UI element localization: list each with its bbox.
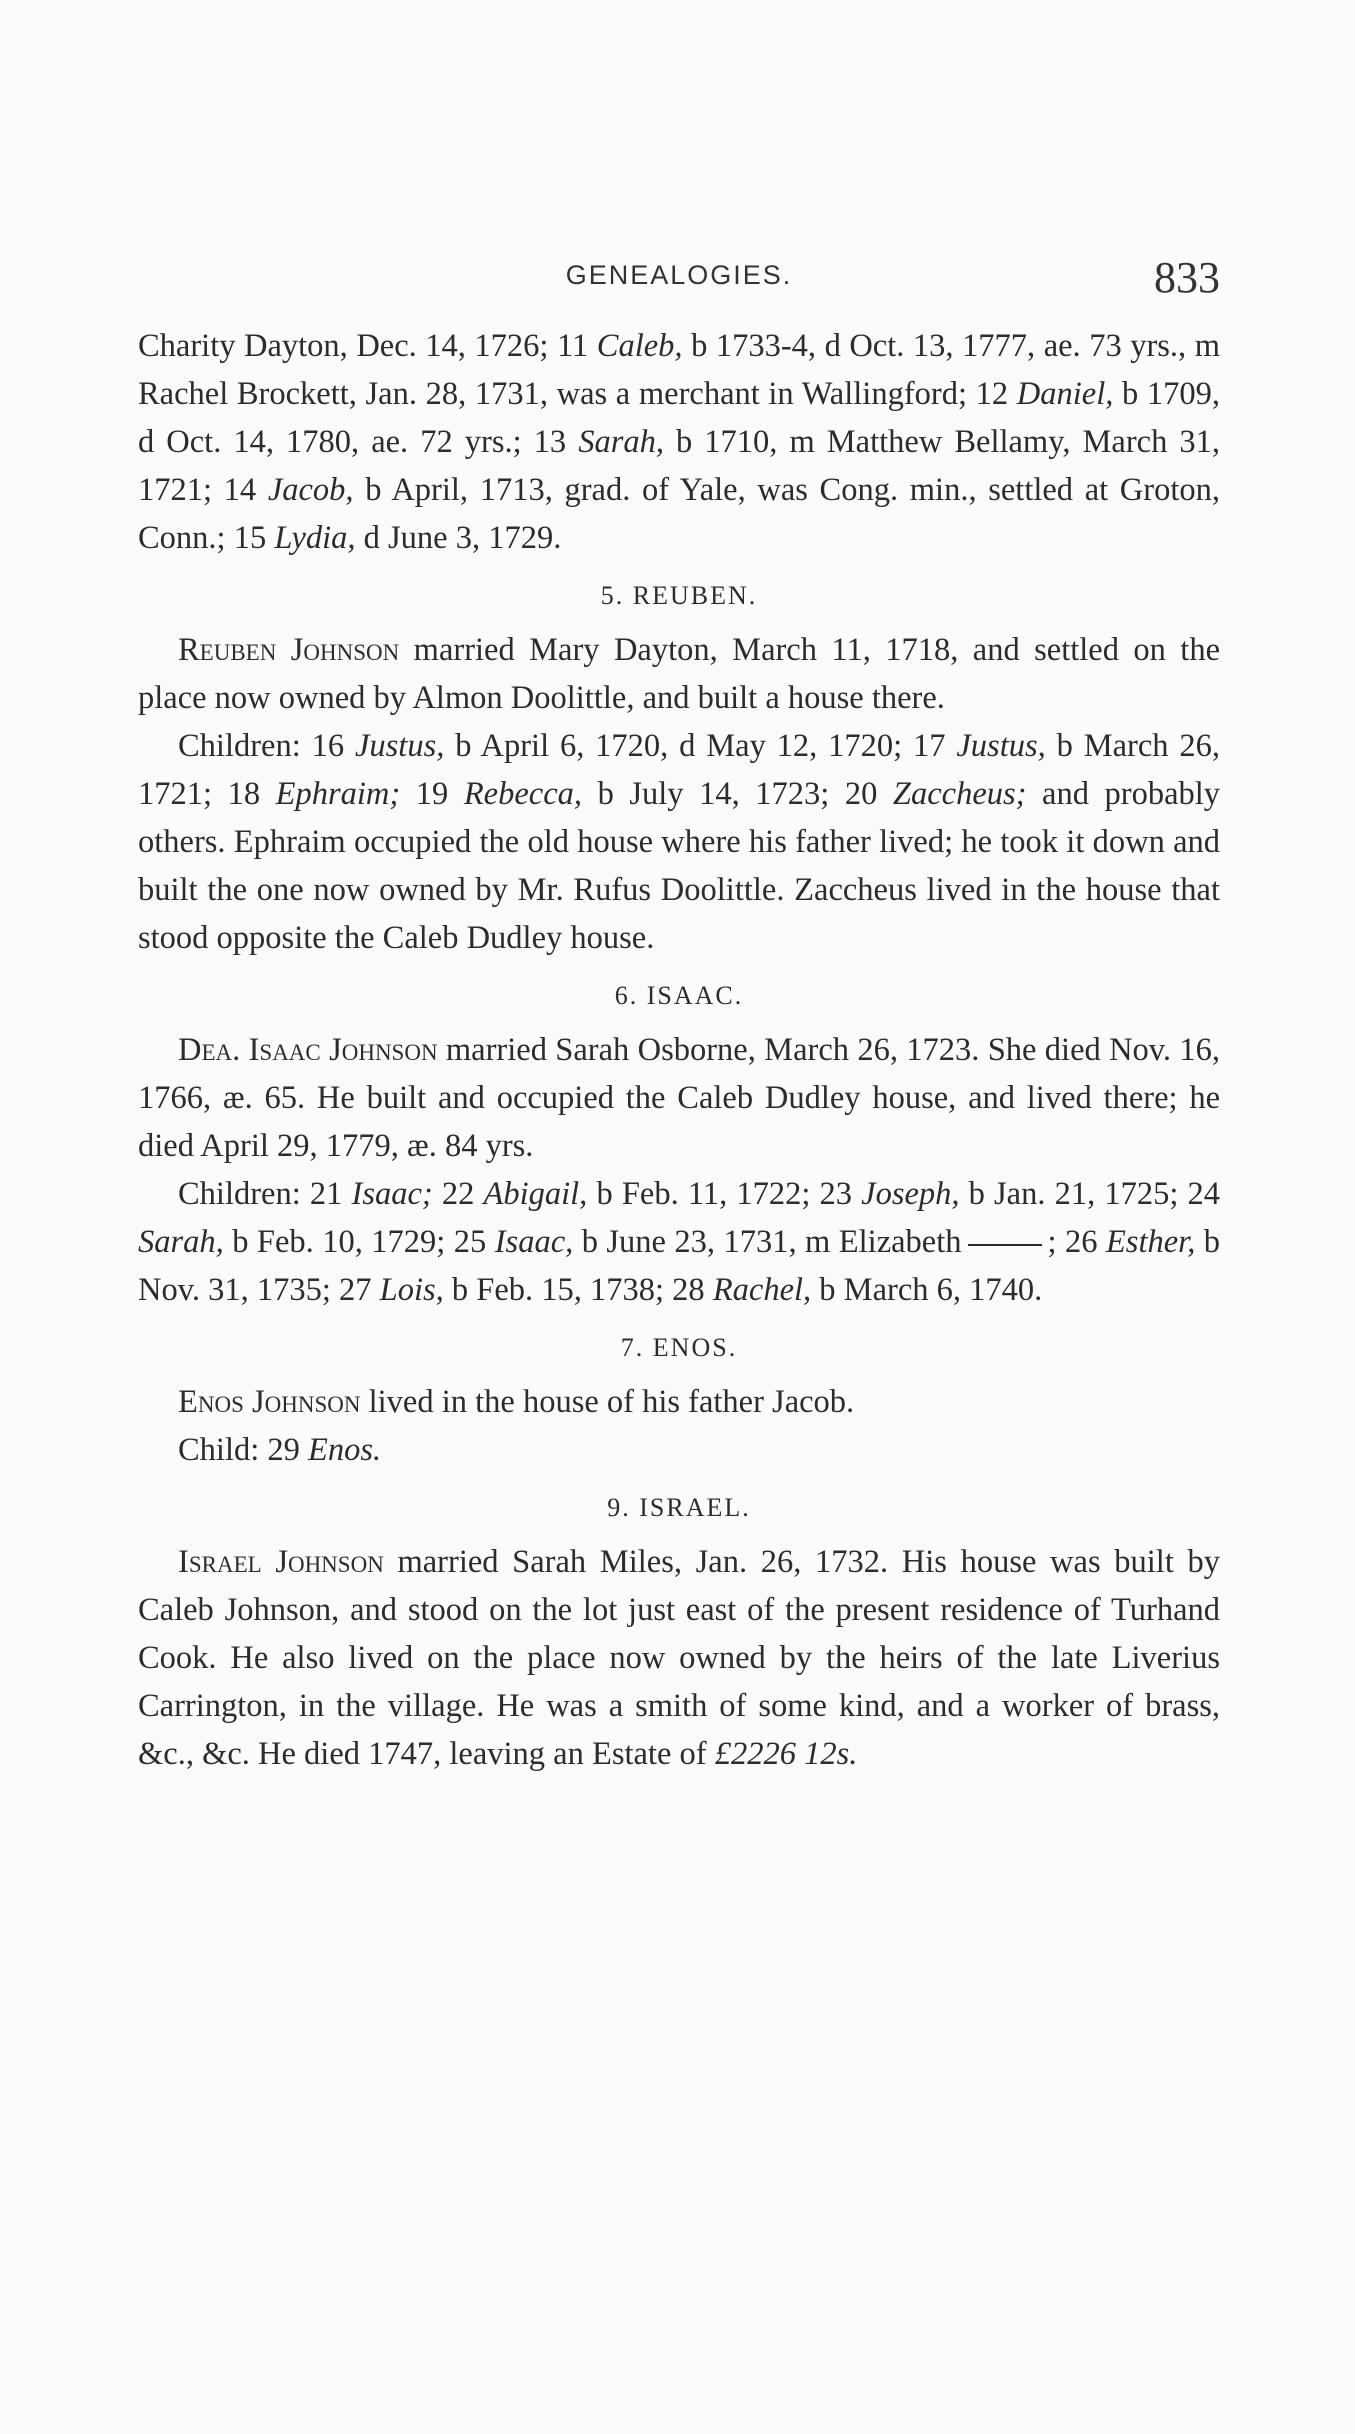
text-run: b Jan. 21, 1725; 24 xyxy=(959,1176,1220,1212)
text-run: ; 26 xyxy=(1047,1224,1106,1260)
section-heading-israel: 9. ISRAEL. xyxy=(607,1493,751,1522)
child-name: Justus, xyxy=(956,728,1046,764)
text-run: b June 23, 1731, m Elizabeth xyxy=(573,1224,962,1260)
page-number: 833 xyxy=(1154,253,1220,302)
child-name: Enos. xyxy=(308,1432,382,1468)
child-name: Daniel, xyxy=(1016,376,1114,412)
child-name: Sarah, xyxy=(578,424,664,460)
section-heading-isaac: 6. ISAAC. xyxy=(614,981,744,1010)
text-run: d June 3, 1729. xyxy=(355,520,562,556)
blank-dash xyxy=(968,1244,1042,1246)
text-run: b July 14, 1723; 20 xyxy=(582,776,893,812)
intro-paragraph xyxy=(138,322,1220,562)
isaac-children-paragraph xyxy=(138,1170,1220,1314)
running-title: GENEALOGIES. xyxy=(565,260,793,290)
text-run: b Nov. 31, 1735; 27 xyxy=(138,1224,1221,1308)
book-page xyxy=(138,250,1220,1778)
text-run: and probably others. Ephraim occupied the old house where his father lived; he took it down and built the one now owned by Mr. Rufus Doolittle. Zaccheus lived in the house that stood opposite the Caleb Dudley house. xyxy=(138,776,1221,956)
reuben-paragraph xyxy=(138,626,1220,722)
text-run: b March 26, 1721; 18 xyxy=(138,728,1220,812)
running-head xyxy=(138,250,1220,300)
child-name: Abigail, xyxy=(483,1176,588,1212)
text-run: Child: 29 xyxy=(178,1432,309,1468)
child-name: Esther, xyxy=(1105,1224,1196,1260)
child-name: Zaccheus; xyxy=(892,776,1027,812)
child-name: Lois, xyxy=(379,1272,444,1308)
section-heading-reuben: 5. REUBEN. xyxy=(600,581,758,610)
text-run: b Feb. 11, 1722; 23 xyxy=(587,1176,862,1212)
text-run: 19 xyxy=(400,776,464,812)
text-run: married Sarah Osborne, March 26, 1723. She died Nov. 16, 1766, æ. 65. He built and occupied the Caleb Dudley house, and lived there; he died April 29, 1779, æ. 84 yrs. xyxy=(138,1032,1220,1164)
text-run: b March 6, 1740. xyxy=(811,1272,1043,1308)
text-run: married Mary Dayton, March 11, 1718, and settled on the place now owned by Almon Doolittle, and built a house there. xyxy=(138,632,1220,716)
enos-paragraph xyxy=(138,1378,1220,1426)
text-run: 22 xyxy=(432,1176,484,1212)
enos-children-paragraph xyxy=(138,1426,1220,1474)
israel-paragraph xyxy=(138,1538,1220,1778)
child-name: Justus, xyxy=(354,728,445,764)
isaac-paragraph xyxy=(138,1026,1220,1170)
child-name: Jacob, xyxy=(267,472,354,508)
child-name: Rebecca, xyxy=(463,776,583,812)
child-name: Rachel, xyxy=(712,1272,812,1308)
text-run: Children: 16 xyxy=(178,728,355,764)
child-name: Isaac; xyxy=(351,1176,433,1212)
text-run: b 1709, d Oct. 14, 1780, ae. 72 yrs.; 13 xyxy=(138,376,1221,460)
text-run: b 1710, m Matthew Bellamy, March 31, 1721; 14 xyxy=(138,424,1220,508)
text-run: Children: 21 xyxy=(178,1176,352,1212)
child-name: Sarah, xyxy=(138,1224,224,1260)
child-name: Caleb, xyxy=(596,328,683,364)
text-run: b April, 1713, grad. of Yale, was Cong. min., settled at Groton, Conn.; 15 xyxy=(138,472,1220,556)
text-run: b Feb. 15, 1738; 28 xyxy=(443,1272,713,1308)
text-run: b Feb. 10, 1729; 25 xyxy=(223,1224,495,1260)
child-name: Isaac, xyxy=(494,1224,574,1260)
text-run: lived in the house of his father Jacob. xyxy=(360,1384,855,1420)
person-name: Reuben Johnson xyxy=(178,632,400,668)
estate-amount: £2226 12s. xyxy=(714,1736,858,1772)
text-run: Charity Dayton, Dec. 14, 1726; 11 xyxy=(138,328,597,364)
child-name: Ephraim; xyxy=(275,776,401,812)
person-name: Enos Johnson xyxy=(178,1384,361,1420)
person-name: Dea. Isaac Johnson xyxy=(178,1032,438,1068)
child-name: Lydia, xyxy=(274,520,356,556)
reuben-children-paragraph xyxy=(138,722,1220,962)
text-run: b 1733-4, d Oct. 13, 1777, ae. 73 yrs., m Rachel Brockett, Jan. 28, 1731, was a merchant in Wallingford; 12 xyxy=(138,328,1220,412)
text-run: b April 6, 1720, d May 12, 1720; 17 xyxy=(444,728,957,764)
text-run: married Sarah Miles, Jan. 26, 1732. His house was built by Caleb Johnson, and stood on the lot just east of the present residence of Turhand Cook. He also lived on the place now owned by the heirs of the late Liverius Carrington, in the village. He was a smith of some kind, and a worker of brass, &c., &c. He died 1747, leaving an Estate of xyxy=(138,1544,1220,1772)
child-name: Joseph, xyxy=(861,1176,960,1212)
person-name: Israel Johnson xyxy=(178,1544,384,1580)
section-heading-enos: 7. ENOS. xyxy=(620,1333,738,1362)
